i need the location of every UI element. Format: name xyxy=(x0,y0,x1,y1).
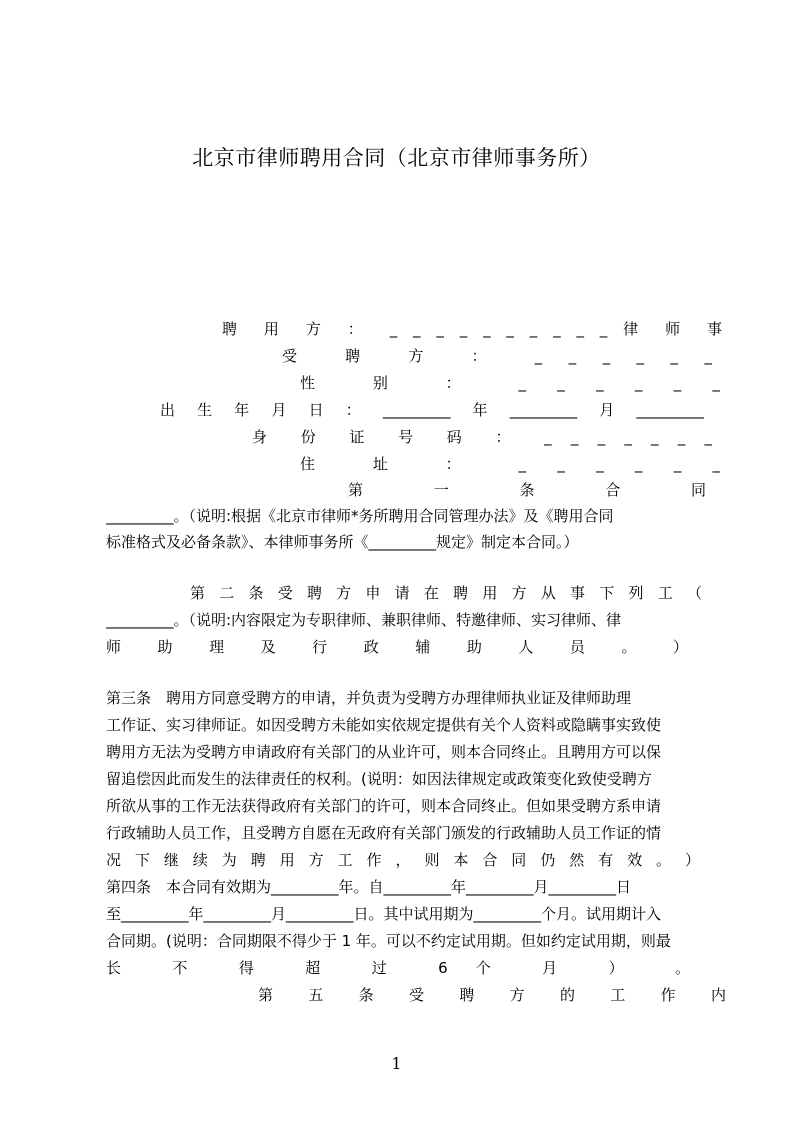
article-3-text: 聘用方无法为受聘方申请政府有关部门的从业许可，则本合同终止。且聘用方可以保 xyxy=(106,743,662,761)
article-1-text: 标准格式及必备条款》、本律师事务所《_________规定》制定本合同。） xyxy=(106,533,579,551)
article-3-text: 工作证、实习律师证。如因受聘方未能如实依规定提供有关个人资料或隐瞒事实致使 xyxy=(106,716,662,734)
article-5-heading: 第 五 条 受 聘 方 的 工 作 内 xyxy=(258,986,726,1004)
article-4-text: 至_________年_________月_________日。其中试用期为_________个月。试用期计入 xyxy=(106,905,662,923)
article-3-text: 所欲从事的工作无法获得政府有关部门的许可，则本合同终止。但如果受聘方系申请 xyxy=(106,797,662,815)
article-4-text: 合同期。(说明：合同期限不得少于 1 年。可以不约定试用期。但如约定试用期，则最 xyxy=(106,932,671,950)
article-3-text: 第三条 聘用方同意受聘方的申请，并负责为受聘方办理律师执业证及律师助理 xyxy=(106,689,632,707)
document-title: 北京市律师聘用合同（北京市律师事务所） xyxy=(192,146,601,170)
article-1-heading: 第 一 条 合 同 xyxy=(348,481,706,499)
article-3-text: 况 下 继 续 为 聘 用 方 工 作 ， 则 本 合 同 仍 然 有 效 。 ） xyxy=(106,851,700,869)
article-3-text: 行政辅助人员工作，且受聘方自愿在无政府有关部门颁发的行政辅助人员工作证的情 xyxy=(106,824,662,842)
page-number: 1 xyxy=(391,1054,402,1073)
article-2-text: 师 助 理 及 行 政 辅 助 人 员 。 ） xyxy=(106,638,688,656)
article-3-text: 留追偿因此而发生的法律责任的权利。(说明：如因法律规定或政策变化致使受聘方 xyxy=(106,770,652,788)
article-4-text: 第四条 本合同有效期为_________年。自_________年_________月_________日 xyxy=(106,878,632,896)
employer-field: 聘 用 方 ： _ _ _ _ _ _ _ _ _ _ 律 师 事 xyxy=(222,320,722,338)
article-1-text: _________。（说明:根据《北京市律师*务所聘用合同管理办法》及《聘用合同 xyxy=(106,507,614,525)
birth-date-field: 出生年月日：_________年_________月_________ xyxy=(160,401,704,419)
employee-field: 受 聘 方 ： _ _ _ _ _ _ xyxy=(282,347,712,365)
article-4-text: 长 不 得 超 过 6 个 月 ） 。 xyxy=(106,959,690,977)
gender-field: 性 别 ： _ _ _ _ _ _ xyxy=(300,374,720,392)
article-2-heading: 第 二 条 受 聘 方 申 请 在 聘 用 方 从 事 下 列 工 （ xyxy=(190,584,702,602)
article-2-text: _________。（说明:内容限定为专职律师、兼职律师、特邀律师、实习律师、律 xyxy=(106,611,622,629)
address-field: 住 址 ： _ _ _ _ _ _ xyxy=(300,455,720,473)
id-number-field: 身 份 证 号 码 ： _ _ _ _ _ _ _ xyxy=(252,428,712,446)
